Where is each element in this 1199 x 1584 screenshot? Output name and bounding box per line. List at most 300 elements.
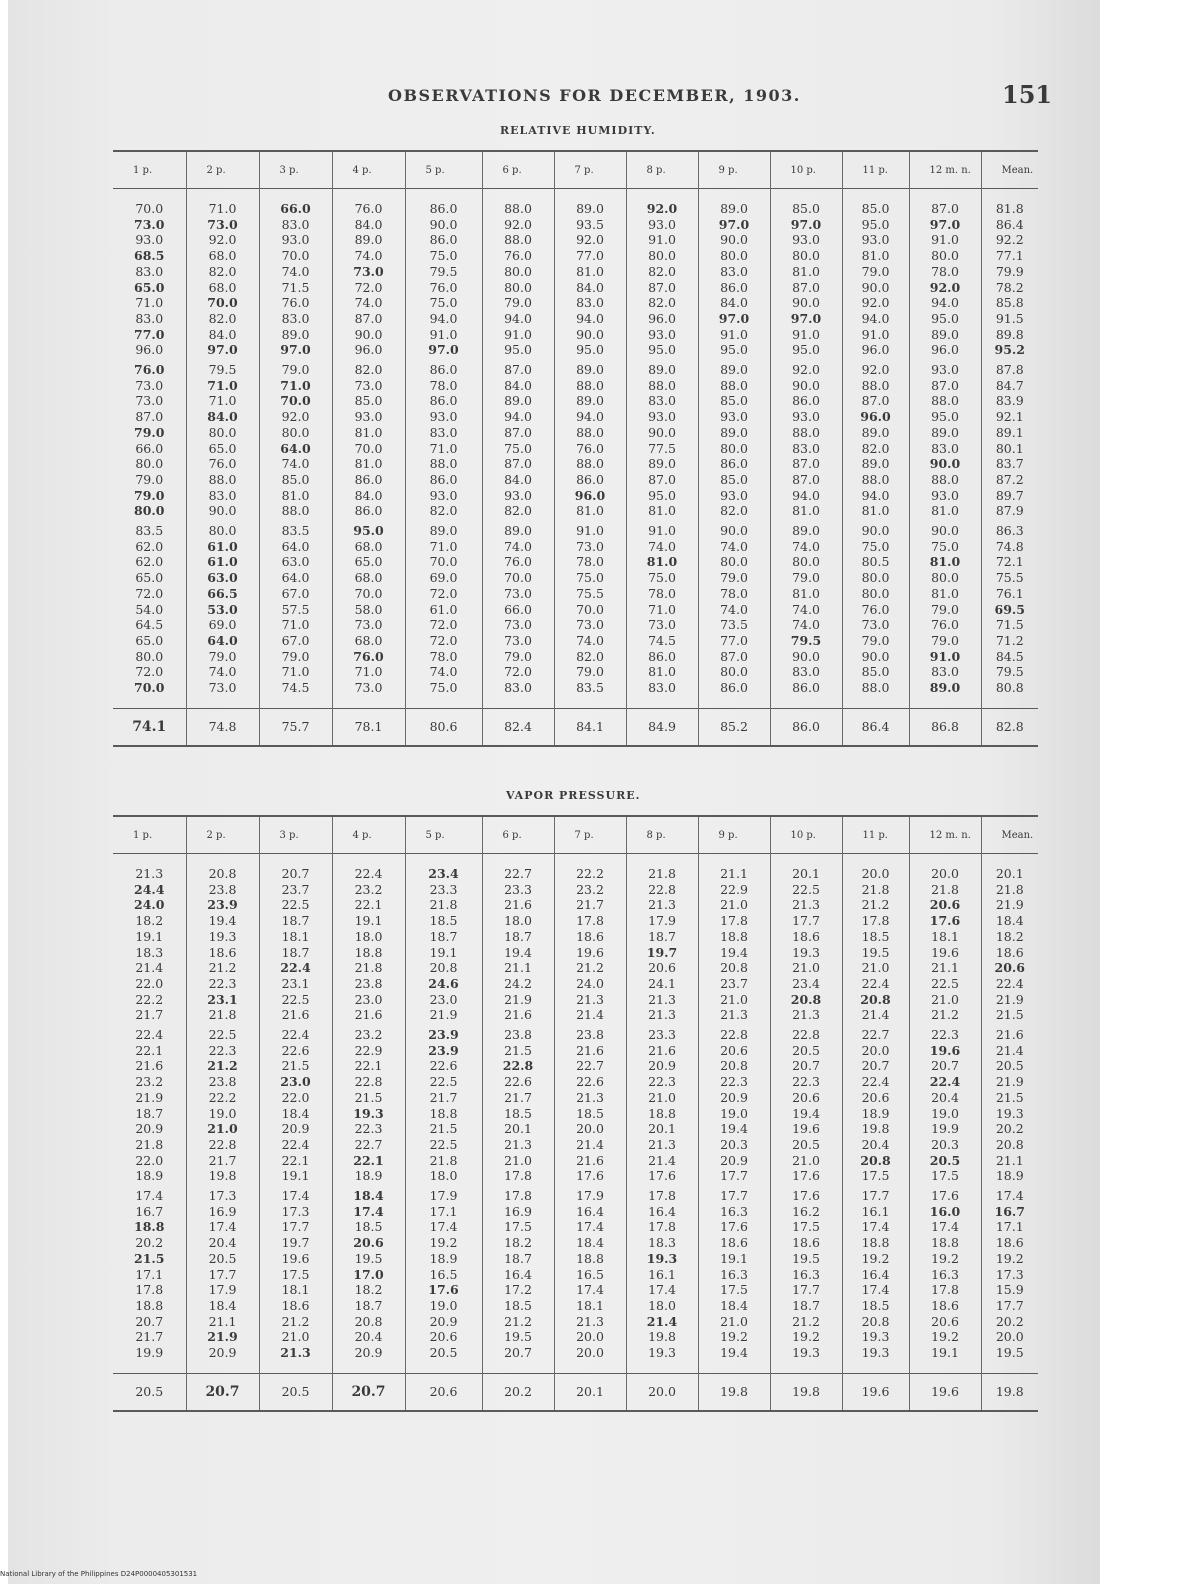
- data-cell: [626, 521, 698, 708]
- cell-value: 81.0: [861, 248, 890, 264]
- cell-value: 21.2: [208, 960, 237, 976]
- cell-value: 91.0: [648, 523, 676, 539]
- cell-value: 19.3: [792, 944, 820, 960]
- day-group-row: [113, 521, 1038, 708]
- column-header: 11 p.: [842, 151, 909, 189]
- cell-value: 17.5: [720, 1282, 748, 1298]
- cell-value: 20.0: [861, 1042, 890, 1058]
- monthly-mean-cell: 19.8: [698, 1373, 770, 1411]
- cell-value: 85.0: [720, 393, 748, 409]
- cell-value: 22.6: [576, 1074, 604, 1090]
- cell-value: 93.0: [720, 487, 748, 503]
- cell-value: 66.0: [280, 201, 311, 216]
- cell-value: 80.0: [931, 248, 959, 264]
- cell-value: 21.0: [281, 1329, 310, 1345]
- cell-value: 18.5: [861, 928, 890, 944]
- cell-value: 20.0: [576, 1121, 604, 1137]
- cell-value: 82.0: [648, 295, 676, 311]
- cell-value: 74.0: [576, 632, 604, 648]
- cell-value: 20.6: [792, 1089, 820, 1105]
- cell-value: 83.0: [792, 440, 820, 456]
- cell-value: 22.0: [135, 975, 164, 991]
- cell-value: 22.4: [861, 975, 890, 991]
- cell-value: 91.0: [720, 326, 748, 342]
- cell-value: 17.4: [353, 1203, 384, 1219]
- cell-value: 92.0: [646, 201, 678, 216]
- cell-value: 18.0: [354, 928, 383, 944]
- cell-value: 74.0: [429, 664, 458, 680]
- cell-value: 23.7: [720, 975, 748, 991]
- cell-value: 89.0: [576, 393, 604, 409]
- cell-value: 92.0: [208, 232, 237, 248]
- cell-value: 84.0: [504, 471, 532, 487]
- cell-value: 18.4: [720, 1297, 748, 1313]
- monthly-mean-cell: 20.1: [554, 1373, 626, 1411]
- cell-value: 71.2: [995, 632, 1024, 648]
- document-page: [8, 0, 1100, 1584]
- cell-value: 82.0: [648, 263, 676, 279]
- cell-value: 78.0: [931, 263, 959, 279]
- cell-value: 18.5: [354, 1219, 383, 1235]
- monthly-mean-cell: 20.5: [259, 1373, 332, 1411]
- cell-value: 21.7: [576, 897, 604, 913]
- cell-value: 18.2: [504, 1235, 532, 1251]
- cell-value: 87.0: [861, 393, 890, 409]
- cell-value: 97.0: [790, 310, 822, 326]
- cell-value: 68.5: [134, 248, 165, 264]
- cell-value: 75.0: [429, 295, 458, 311]
- cell-value: 93.0: [354, 409, 383, 425]
- data-cell: [842, 189, 909, 361]
- cell-value: 87.0: [931, 201, 959, 216]
- monthly-mean-cell: 19.8: [981, 1373, 1038, 1411]
- cell-value: 87.0: [504, 424, 532, 440]
- cell-value: 91.0: [576, 523, 604, 539]
- cell-value: 22.4: [281, 1136, 310, 1152]
- data-cell: [259, 521, 332, 708]
- cell-value: 18.8: [861, 1235, 890, 1251]
- cell-value: 85.0: [720, 471, 748, 487]
- cell-value: 18.7: [135, 1105, 164, 1121]
- data-cell: [698, 1025, 770, 1186]
- cell-value: 19.2: [429, 1235, 458, 1251]
- column-header: 7 p.: [554, 151, 626, 189]
- cell-value: 16.3: [931, 1266, 959, 1282]
- data-cell: [113, 360, 186, 521]
- cell-value: 81.0: [648, 503, 676, 519]
- cell-value: 81.0: [792, 503, 820, 519]
- monthly-mean-cell: 75.7: [259, 708, 332, 746]
- cell-value: 19.4: [720, 1121, 748, 1137]
- cell-value: 22.3: [931, 1027, 959, 1043]
- cell-value: 23.2: [354, 1027, 383, 1043]
- cell-value: 22.5: [281, 897, 310, 913]
- cell-value: 17.6: [648, 1168, 676, 1184]
- column-header: 8 p.: [626, 151, 698, 189]
- cell-value: 89.0: [354, 232, 383, 248]
- cell-value: 17.0: [353, 1266, 384, 1282]
- cell-value: 18.7: [281, 944, 310, 960]
- cell-value: 93.0: [648, 409, 676, 425]
- cell-value: 21.3: [280, 1345, 311, 1361]
- cell-value: 76.0: [134, 362, 165, 378]
- cell-value: 81.0: [354, 456, 383, 472]
- cell-value: 21.7: [135, 1007, 164, 1023]
- cell-value: 95.2: [994, 342, 1025, 358]
- cell-value: 19.1: [354, 913, 383, 929]
- cell-value: 21.1: [931, 960, 959, 976]
- vapor-pressure-table: [113, 815, 1038, 1412]
- cell-value: 65.0: [134, 279, 165, 295]
- cell-value: 89.0: [504, 523, 532, 539]
- cell-value: 76.1: [995, 585, 1024, 601]
- cell-value: 20.9: [429, 1313, 458, 1329]
- cell-value: 18.3: [135, 944, 164, 960]
- cell-value: 17.8: [861, 913, 890, 929]
- cell-value: 21.9: [995, 991, 1024, 1007]
- cell-value: 20.2: [995, 1313, 1024, 1329]
- cell-value: 80.0: [861, 570, 890, 586]
- cell-value: 97.0: [280, 342, 311, 358]
- cell-value: 17.1: [429, 1203, 458, 1219]
- data-cell: [113, 1025, 186, 1186]
- cell-value: 83.5: [576, 680, 604, 696]
- cell-value: 73.0: [354, 617, 383, 633]
- cell-value: 18.6: [208, 944, 237, 960]
- cell-value: 16.2: [792, 1203, 820, 1219]
- cell-value: 22.8: [648, 881, 676, 897]
- cell-value: 21.9: [504, 991, 532, 1007]
- day-group-row: [113, 360, 1038, 521]
- monthly-mean-cell: 85.2: [698, 708, 770, 746]
- cell-value: 16.5: [576, 1266, 604, 1282]
- cell-value: 18.4: [281, 1105, 310, 1121]
- cell-value: 87.0: [931, 377, 959, 393]
- cell-value: 86.0: [429, 201, 458, 216]
- cell-value: 94.0: [429, 310, 458, 326]
- cell-value: 86.0: [648, 648, 676, 664]
- cell-value: 16.3: [720, 1266, 748, 1282]
- cell-value: 23.3: [504, 881, 532, 897]
- cell-value: 75.0: [504, 440, 532, 456]
- column-header: 3 p.: [259, 816, 332, 854]
- cell-value: 22.8: [792, 1027, 820, 1043]
- cell-value: 85.0: [792, 201, 820, 216]
- cell-value: 75.0: [931, 538, 959, 554]
- cell-value: 20.2: [995, 1121, 1024, 1137]
- cell-value: 72.0: [354, 279, 383, 295]
- cell-value: 74.0: [648, 538, 676, 554]
- cell-value: 21.6: [576, 1152, 604, 1168]
- cell-value: 21.9: [135, 1089, 164, 1105]
- cell-value: 79.0: [792, 570, 820, 586]
- cell-value: 83.0: [931, 440, 959, 456]
- cell-value: 20.5: [792, 1042, 820, 1058]
- cell-value: 79.5: [790, 632, 822, 648]
- cell-value: 17.3: [208, 1188, 237, 1204]
- cell-value: 92.2: [995, 232, 1024, 248]
- cell-value: 82.0: [429, 503, 458, 519]
- cell-value: 78.0: [429, 377, 458, 393]
- cell-value: 20.4: [861, 1136, 890, 1152]
- cell-value: 22.3: [354, 1121, 383, 1137]
- data-cell: [482, 854, 554, 1026]
- cell-value: 21.1: [995, 1152, 1024, 1168]
- cell-value: 20.5: [792, 1136, 820, 1152]
- cell-value: 19.2: [720, 1329, 748, 1345]
- cell-value: 23.9: [207, 897, 238, 913]
- cell-value: 17.7: [720, 1168, 748, 1184]
- cell-value: 18.7: [429, 928, 458, 944]
- cell-value: 19.6: [792, 1121, 820, 1137]
- cell-value: 17.4: [208, 1219, 237, 1235]
- cell-value: 21.0: [861, 960, 890, 976]
- cell-value: 86.0: [429, 393, 458, 409]
- cell-value: 94.0: [504, 409, 532, 425]
- cell-value: 19.6: [576, 944, 604, 960]
- cell-value: 22.7: [354, 1136, 383, 1152]
- cell-value: 54.0: [135, 601, 164, 617]
- cell-value: 89.0: [929, 680, 961, 696]
- cell-value: 19.7: [646, 944, 678, 960]
- cell-value: 21.8: [931, 881, 959, 897]
- cell-value: 18.6: [281, 1297, 310, 1313]
- cell-value: 22.9: [720, 881, 748, 897]
- cell-value: 89.0: [792, 523, 820, 539]
- cell-value: 73.0: [504, 617, 532, 633]
- cell-value: 21.1: [208, 1313, 237, 1329]
- data-cell: [909, 360, 981, 521]
- data-cell: [259, 1025, 332, 1186]
- cell-value: 74.0: [504, 538, 532, 554]
- cell-value: 21.0: [720, 991, 748, 1007]
- cell-value: 73.5: [720, 617, 748, 633]
- cell-value: 22.8: [208, 1136, 237, 1152]
- cell-value: 22.2: [576, 866, 604, 881]
- cell-value: 84.0: [576, 279, 604, 295]
- cell-value: 76.0: [504, 554, 532, 570]
- cell-value: 21.3: [576, 1089, 604, 1105]
- cell-value: 80.0: [720, 440, 748, 456]
- cell-value: 76.0: [861, 601, 890, 617]
- data-cell: [770, 854, 842, 1026]
- cell-value: 72.0: [135, 664, 164, 680]
- cell-value: 70.0: [207, 295, 238, 311]
- cell-value: 20.1: [792, 866, 820, 881]
- cell-value: 19.0: [931, 1105, 959, 1121]
- cell-value: 17.4: [135, 1188, 164, 1204]
- data-cell: [909, 521, 981, 708]
- cell-value: 18.7: [354, 1297, 383, 1313]
- cell-value: 80.0: [931, 570, 959, 586]
- cell-value: 23.2: [576, 881, 604, 897]
- cell-value: 17.8: [931, 1282, 959, 1298]
- data-cell: [113, 1186, 186, 1373]
- cell-value: 79.0: [504, 295, 532, 311]
- cell-value: 79.0: [861, 632, 890, 648]
- cell-value: 20.8: [860, 1152, 891, 1168]
- cell-value: 18.7: [281, 913, 310, 929]
- cell-value: 93.0: [429, 409, 458, 425]
- cell-value: 16.1: [648, 1266, 676, 1282]
- cell-value: 76.0: [576, 440, 604, 456]
- cell-value: 22.5: [429, 1136, 458, 1152]
- cell-value: 96.0: [574, 487, 606, 503]
- cell-value: 95.0: [931, 409, 959, 425]
- cell-value: 23.2: [135, 1074, 164, 1090]
- data-cell: [842, 854, 909, 1026]
- cell-value: 23.8: [504, 1027, 532, 1043]
- cell-value: 94.0: [931, 295, 959, 311]
- data-cell: [113, 854, 186, 1026]
- cell-value: 80.0: [135, 456, 164, 472]
- cell-value: 18.8: [931, 1235, 959, 1251]
- cell-value: 97.0: [207, 342, 238, 358]
- monthly-mean-cell: 19.8: [770, 1373, 842, 1411]
- cell-value: 87.0: [792, 279, 820, 295]
- cell-value: 21.5: [995, 1007, 1024, 1023]
- cell-value: 21.8: [429, 1152, 458, 1168]
- cell-value: 22.4: [861, 1074, 890, 1090]
- cell-value: 62.0: [135, 538, 164, 554]
- cell-value: 22.8: [720, 1027, 748, 1043]
- cell-value: 87.0: [135, 409, 164, 425]
- cell-value: 18.6: [792, 1235, 820, 1251]
- data-cell: [186, 1186, 259, 1373]
- cell-value: 21.8: [354, 960, 383, 976]
- cell-value: 19.3: [648, 1345, 676, 1361]
- cell-value: 64.5: [135, 617, 164, 633]
- cell-value: 77.5: [648, 440, 676, 456]
- cell-value: 17.7: [720, 1188, 748, 1204]
- column-header: 5 p.: [405, 151, 482, 189]
- cell-value: 90.0: [861, 279, 890, 295]
- cell-value: 17.4: [576, 1219, 604, 1235]
- cell-value: 72.0: [429, 585, 458, 601]
- cell-value: 22.9: [354, 1042, 383, 1058]
- cell-value: 69.0: [429, 570, 458, 586]
- cell-value: 24.2: [504, 975, 532, 991]
- cell-value: 91.0: [929, 648, 961, 664]
- cell-value: 64.0: [281, 570, 310, 586]
- cell-value: 19.8: [208, 1168, 237, 1184]
- cell-value: 22.1: [135, 1042, 164, 1058]
- cell-value: 86.3: [995, 523, 1024, 539]
- cell-value: 20.7: [792, 1058, 820, 1074]
- data-cell: [482, 1186, 554, 1373]
- cell-value: 21.2: [504, 1313, 532, 1329]
- cell-value: 61.0: [207, 554, 238, 570]
- data-cell: [698, 521, 770, 708]
- cell-value: 23.1: [207, 991, 238, 1007]
- cell-value: 80.0: [208, 523, 237, 539]
- cell-value: 91.0: [648, 232, 676, 248]
- column-header: Mean.: [981, 151, 1038, 189]
- monthly-mean-cell: 20.2: [482, 1373, 554, 1411]
- cell-value: 85.0: [281, 471, 310, 487]
- cell-value: 81.0: [929, 554, 961, 570]
- cell-value: 23.1: [281, 975, 310, 991]
- cell-value: 74.0: [792, 617, 820, 633]
- cell-value: 87.0: [648, 471, 676, 487]
- data-cell: [186, 1025, 259, 1186]
- cell-value: 87.0: [648, 279, 676, 295]
- cell-value: 69.5: [994, 601, 1025, 617]
- cell-value: 53.0: [207, 601, 238, 617]
- cell-value: 17.6: [792, 1168, 820, 1184]
- cell-value: 23.0: [354, 991, 383, 1007]
- cell-value: 22.2: [208, 1089, 237, 1105]
- cell-value: 65.0: [354, 554, 383, 570]
- cell-value: 21.3: [504, 1136, 532, 1152]
- cell-value: 79.0: [208, 648, 237, 664]
- column-header: 12 m. n.: [909, 816, 981, 854]
- monthly-mean-cell: 20.7: [186, 1373, 259, 1411]
- cell-value: 17.7: [995, 1297, 1024, 1313]
- cell-value: 64.0: [280, 440, 311, 456]
- column-header: 7 p.: [554, 816, 626, 854]
- cell-value: 17.4: [861, 1282, 890, 1298]
- cell-value: 89.0: [931, 424, 959, 440]
- cell-value: 61.0: [207, 538, 238, 554]
- cell-value: 95.0: [648, 342, 676, 358]
- cell-value: 23.2: [354, 881, 383, 897]
- cell-value: 83.0: [135, 310, 164, 326]
- cell-value: 22.4: [995, 975, 1024, 991]
- data-cell: [626, 1025, 698, 1186]
- cell-value: 20.6: [861, 1089, 890, 1105]
- cell-value: 18.0: [429, 1168, 458, 1184]
- cell-value: 18.7: [648, 928, 676, 944]
- cell-value: 73.0: [504, 585, 532, 601]
- column-header: 1 p.: [133, 164, 153, 176]
- cell-value: 83.0: [429, 424, 458, 440]
- cell-value: 21.4: [648, 1152, 676, 1168]
- cell-value: 17.8: [576, 913, 604, 929]
- cell-value: 22.6: [504, 1074, 532, 1090]
- cell-value: 21.5: [504, 1042, 532, 1058]
- cell-value: 79.0: [281, 648, 310, 664]
- cell-value: 75.0: [429, 680, 458, 696]
- data-cell: [554, 854, 626, 1026]
- cell-value: 21.7: [135, 1329, 164, 1345]
- cell-value: 72.0: [504, 664, 532, 680]
- cell-value: 19.3: [861, 1345, 890, 1361]
- cell-value: 79.0: [281, 362, 310, 378]
- cell-value: 88.0: [576, 377, 604, 393]
- cell-value: 83.0: [720, 263, 748, 279]
- cell-value: 22.5: [931, 975, 959, 991]
- data-cell: [981, 854, 1038, 1026]
- cell-value: 89.0: [861, 424, 890, 440]
- cell-value: 88.0: [931, 471, 959, 487]
- cell-value: 84.5: [995, 648, 1024, 664]
- cell-value: 88.0: [429, 456, 458, 472]
- cell-value: 17.7: [208, 1266, 237, 1282]
- cell-value: 87.0: [720, 648, 748, 664]
- cell-value: 76.0: [208, 456, 237, 472]
- data-cell: [186, 189, 259, 361]
- cell-value: 21.8: [648, 866, 676, 881]
- cell-value: 22.4: [280, 960, 311, 976]
- monthly-mean-cell: 74.1: [132, 718, 167, 735]
- cell-value: 17.5: [861, 1168, 890, 1184]
- cell-value: 20.9: [648, 1058, 676, 1074]
- cell-value: 21.8: [135, 1136, 164, 1152]
- cell-value: 82.0: [354, 362, 383, 378]
- cell-value: 18.7: [504, 1250, 532, 1266]
- cell-value: 96.0: [648, 310, 676, 326]
